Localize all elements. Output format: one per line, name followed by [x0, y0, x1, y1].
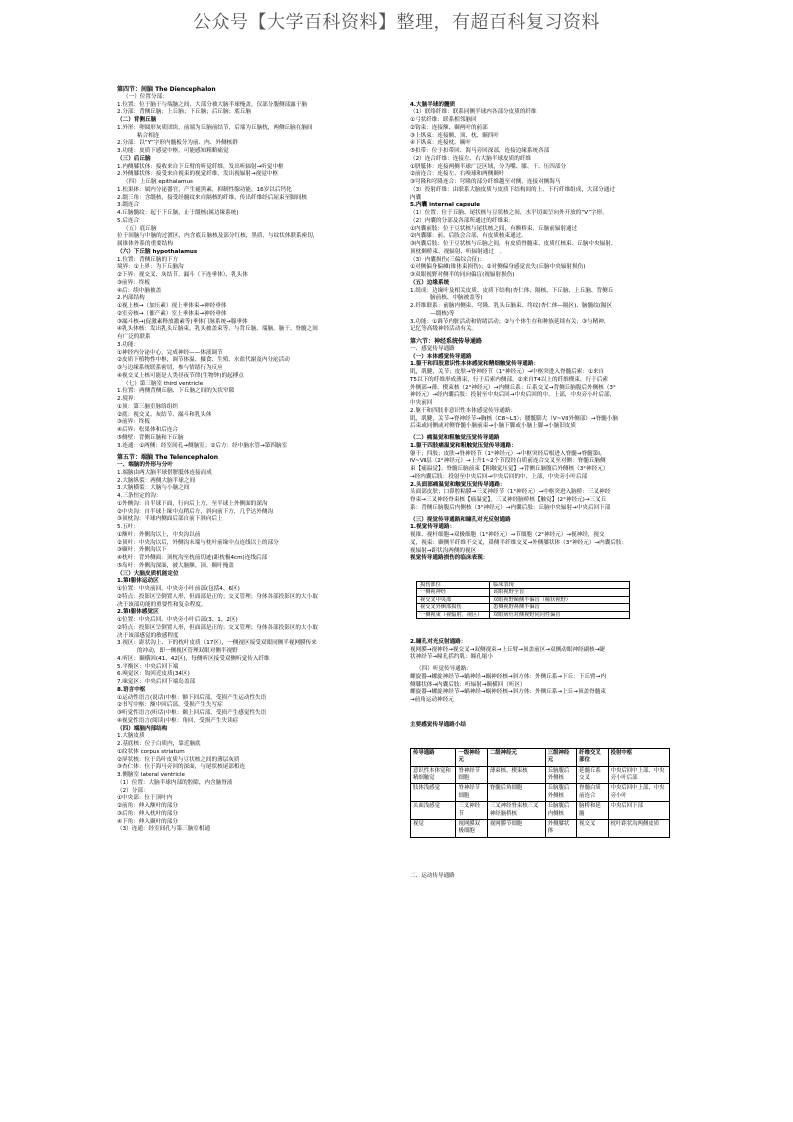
table-cell: 薄束核、楔束核 [487, 766, 545, 784]
section-heading: 二、运动传导通路 [410, 872, 455, 879]
text-line: 头面部皮肤；口鼻腔粘膜→三叉神经节（1°神经元）→中枢突进入脑桥：三叉神经 [410, 489, 611, 496]
text-line: ②钩束：连接额、颞两叶的前部 [410, 124, 488, 131]
text-line: 5.平衡区：中央后回下端 [117, 663, 179, 670]
subsection-heading: （四）端脑内部结构 [117, 725, 168, 732]
text-line: ②特点：投影区呈倒置人形，但面部是正的；交叉管理；身体各部投影区的大小取 [117, 624, 318, 631]
text-line: ②中央沟：自半球上缘中点稍后方，斜向前下方，几乎达外侧沟 [117, 508, 274, 515]
table-cell: 视交叉外侧部损伤 [417, 604, 490, 612]
text-line: 外侧部→薄、楔束核（2°神经元）→内侧丘系：丘系交叉→背侧丘脑腹后外侧核（3° [410, 384, 616, 391]
sensory-pathway-summary-table [410, 748, 670, 838]
text-line: 5.后连合 [117, 217, 140, 224]
text-line: （七）第三脑室 third ventricle [123, 380, 204, 387]
text-line: ④视交叉上核可能是人类昼夜节律(生物钟)的起搏点 [117, 372, 244, 379]
text-line: （一）位置分部： [123, 93, 168, 100]
text-line: ④下角：伸入颞叶的部分 [117, 818, 178, 825]
text-line: ①神经内分泌中心，完成神经——体液调节 [117, 349, 223, 356]
table-cell: 投射中枢 [608, 748, 669, 766]
section-heading: 第五节：端脑 The Telencephalon [117, 454, 219, 462]
table-row [411, 802, 670, 820]
text-line: 粘合相连 [137, 132, 160, 139]
text-line: ①内囊前肢：位于豆状核与尾状核之间，有额桥束、丘脑前辐射通过 [410, 225, 578, 232]
text-line: T5以下的纤维形成薄束，行于后索内侧部。②来自T4以上的纤维楔束，行于后索 [410, 376, 608, 383]
subsection-heading: 2.第I躯体感觉区 [117, 609, 159, 616]
text-line: （四）听觉传导通路： [416, 666, 472, 673]
subsection-heading: 1.躯干四肢痛温觉和粗触觉压觉传导通路： [410, 442, 517, 449]
text-line: 属锥体外系的重要结构 [117, 241, 173, 247]
text-line: ②内囊膝：前、后肢会合部，有皮质核束通过。 [410, 233, 527, 240]
table-cell: 损伤部位 [417, 581, 490, 589]
text-line: ⑤岛叶：外侧沟深面，被大脑额、顶、颞叶掩盖 [117, 562, 234, 569]
visual-pathway-lesion-table [416, 581, 630, 620]
text-line: ③听觉性语言(听话)中枢：颞上回后部，受损产生感觉性失语 [117, 710, 267, 716]
text-line: ②下界：视交叉、灰结节、漏斗（下连垂体）、乳头体 [117, 272, 248, 278]
table-cell: 三叉神经脊束核三叉神经脑桥核 [487, 802, 545, 820]
subsection-heading: 1.躯干和四肢意识性本体感觉和精细触觉传导通路： [410, 361, 540, 368]
text-line: ⑤侧壁：背侧丘脑和下丘脑 [117, 434, 184, 441]
text-line: 3.连通：①两侧：经室间孔→侧脑室；②后方：经中脑水管→第四脑室 [117, 442, 288, 449]
text-line: ②书写中枢：额中回后部，受损产生失写症 [117, 702, 223, 709]
table-caption: 主要感觉传导通路小结 [410, 722, 466, 729]
text-line: 内囊 [410, 194, 422, 201]
subsection-heading: （五）边缘系统 [410, 279, 450, 286]
text-line: 状神经节→瞳孔括约肌：瞳孔缩小 [410, 654, 493, 661]
table-cell: 视网膜节细胞 [487, 819, 545, 837]
text-line: ①视上核→（加压素）视上垂体束→神经垂体 [117, 303, 227, 309]
text-line: 躯干；四肢；皮肤→脊神经节（1°神经元）→中枢突经后根进入脊髓→脊髓第Ⅰ, [410, 450, 602, 457]
subsection-heading: （六）下丘脑 hypothalamus [117, 248, 198, 255]
table-row [417, 581, 630, 589]
text-line: 7.味觉区：中央后回下端岛盖部 [117, 679, 196, 685]
text-line: ①位置：中央前回、中央旁小叶前部(包括4、6区) [117, 586, 240, 592]
text-line: （3）连通：经室间孔与第三脑室相通 [117, 826, 211, 833]
text-line: ①外侧沟：自半球下面，行向后上方，至半球上外侧面的深沟 [117, 500, 268, 507]
text-line: 2.大脑纵裂：两侧大脑半球之间 [117, 477, 196, 484]
text-line: 脊束→三叉神经脊束核【痛温觉】，三叉神经脑桥核【触觉】(2°神经元)→三叉丘 [410, 497, 607, 503]
text-line: 顶枕颞桥束、视辐射、听辐射通过 。 [410, 248, 506, 255]
text-line: ③穹隆和穹隆连合：穹隆的部分纤维越至对侧，连接对侧海马 [410, 179, 561, 185]
text-line: 肌，肌腱，关节→脊神经节→胸核（C8~L3）；腰骶膨大（V~VII外侧部）→脊髓小脑 [410, 415, 618, 422]
table-row [411, 748, 670, 766]
table-cell: 传导通路 [411, 748, 456, 766]
text-line: （1）位置：位于丘脑、尾状核与豆状核之间，水平切面呈向外开放的“V”字形。 [410, 210, 608, 216]
table-cell: 视觉 [411, 819, 456, 837]
table-cell: 丘脑腹后内侧核 [545, 802, 576, 820]
text-line: 视网膜→视神经→视交叉→双侧视束→上丘臂→顶盖前区→双侧动眼神经副核→睫 [410, 646, 606, 653]
table-cell: 患侧视野鼻侧半偏盲 [490, 604, 630, 612]
table-row [411, 784, 670, 802]
text-line: ③杏仁体：位于海马旁回的深面，与尾状核尾部相连 [117, 764, 246, 771]
table-cell: 视网膜双极细胞 [456, 819, 487, 837]
text-line: 3.视区：距状沟上、下的枕叶皮质（17区），一侧视区接受双眼同侧半视网膜传来 [117, 640, 317, 647]
right-column-text-bottom [410, 639, 686, 705]
table-cell: 脑桥和延髓 [577, 802, 608, 820]
text-line: ④后界：松果体和后连合 [117, 427, 178, 433]
subsection-heading: 2.头面部痛温觉和触觉压觉传导通路： [410, 481, 506, 488]
text-line: （3）内囊损伤(三偏综合征)： [410, 256, 486, 263]
text-line: 1.外形：卵圆形灰质团块，前端为丘脑前结节，后端为丘脑枕，两侧丘脑在脑间 [117, 124, 313, 131]
text-line: 中央前回 [410, 400, 433, 406]
text-line: ③前界：终板 [117, 279, 150, 286]
table-cell: 中央后回中上部、中央旁小叶 [608, 784, 669, 802]
table-cell: 头面浅感觉 [411, 802, 456, 820]
table-cell: 外侧膝状体 [545, 819, 576, 837]
table-cell: 三叉神经节 [456, 802, 487, 820]
text-line: ③与边缘系统联系密切，参与情绪行为反应 [117, 365, 223, 371]
text-line: （四）上丘脑 epithalamus [123, 179, 193, 185]
text-line: 1.大脑皮质 [117, 733, 145, 740]
text-line: （2）内囊的分部及各部所通过的纤维束： [410, 217, 515, 224]
text-line: 束【痛温觉】；脊髓丘脑前束【粗触觉压觉】→背侧丘脑腹后外侧核（3°神经元） [410, 466, 609, 472]
text-line: 后束或同侧或对侧脊髓小脑前束→小脑下脚或小脑上脚→小脑旧皮质 [410, 423, 576, 430]
text-line: 6.嗅觉区：钩回近皮质(34区) [117, 671, 190, 678]
text-line: ①纹状体 corpus striatum [117, 748, 185, 755]
subsection-heading: （二）痛温觉和粗触觉压觉传导通路 [410, 435, 500, 441]
subsection-heading: （二）背侧丘脑 [117, 117, 157, 123]
subsection-heading: （三）后丘脑 [117, 155, 151, 162]
right-column [410, 86, 686, 888]
text-line: ③上纵束：连接额、顶、枕、颞四叶 [410, 132, 499, 139]
text-line: 境界：①上界：为下丘脑沟 [117, 264, 184, 271]
text-line: 决于该部功能的重要性和复杂程度。 [117, 601, 207, 608]
text-line: 1.位置：两侧背侧丘脑、下丘脑之间的矢状窄隙 [117, 388, 235, 395]
text-line: 叉，视束：颞侧半纤维不交叉，鼻侧半纤维交叉→外侧膝状体（3°神经元）→内囊后肢： [410, 539, 628, 546]
text-line: 2.分部：背侧丘脑；上丘脑；下丘脑；后丘脑；底丘脑 [117, 109, 251, 116]
text-line: 有广泛的联系 [117, 334, 151, 340]
subsection-heading: 4.大脑半球的髓质 [410, 101, 456, 108]
subsection-heading: 1.第I躯体运动区 [117, 578, 159, 585]
table-cell: 脊髓白质前连合 [577, 784, 608, 802]
subsection-heading: （三）视觉传导通路和瞳孔对光反射通路 [410, 516, 511, 523]
table-row [417, 611, 630, 619]
text-line: ①弓状纤维：联系相邻脑回 [410, 117, 477, 123]
section-heading: 第六节：神经系统传导通路 [410, 338, 483, 345]
text-line: 1.位置：背侧丘脑的下方 [117, 256, 179, 263]
table-cell: 肢体浅感觉 [411, 784, 456, 802]
text-line: 4.丘脑髓纹：起于下丘脑，止于缰核(属边缘系统) [117, 210, 239, 216]
subsection-heading: 视觉传导通路损伤的临床表现： [410, 555, 489, 562]
table-cell: 枕叶距状沟两侧皮质 [608, 819, 669, 837]
text-line: ③顶枕沟：半球内侧面后部自前下斜向后上 [117, 516, 223, 523]
text-line: 记忆等高级神经活动有关。 [410, 326, 478, 333]
text-line: ①胼胝体：连接两侧半球广泛区域，分为嘴、膝、干、压四部分 [410, 163, 567, 170]
text-line: ③前界：终板 [117, 419, 150, 426]
table-row [411, 766, 670, 784]
text-line: 螺旋器→螺旋神经节→蜗神经→蜗神经核→斜方体：外侧丘系→上丘→顶盖脊髓束 [410, 689, 606, 696]
text-line: →经内囊后肢：投射至中央后回→中央后回的中、上部，中央旁小叶后部 [410, 473, 588, 480]
table-row [411, 819, 670, 837]
text-line: 的冲动，即一侧视区管理双眼对侧半视野 [137, 648, 238, 654]
table-cell: 中央后回中上部、中央旁小叶后部 [608, 766, 669, 784]
text-line: 2.躯干和四肢非意识性本体感觉传导通路： [410, 407, 517, 414]
text-line: （五）底丘脑 [123, 225, 157, 232]
subsection-heading: （一）本体感觉传导通路 [410, 353, 472, 360]
table-cell: 视交叉中央部 [417, 596, 490, 604]
table-cell: 脊神经节细胞 [456, 784, 487, 802]
subsection-heading: 8.语言中枢 [117, 686, 146, 693]
text-line: ①顶：第三脑室脉络组织 [117, 403, 178, 410]
text-line: ③双眼视野对侧半的同向偏盲(视辐射损伤) [410, 272, 515, 278]
text-line: ①位置：中央后回、中央旁小叶后部(3、1、2区) [117, 617, 238, 623]
text-line: ④乳头体核：发出乳头丘脑束，乳头被盖束等，与背丘脑、端脑、脑干、脊髓之间 [117, 326, 318, 333]
text-line: 1.松果体：属内分泌器官，产生褪黑素，抑制性腺功能，16岁以后钙化 [117, 186, 292, 193]
table-cell: 丘脑腹后外侧核 [545, 766, 576, 784]
text-line: ②前连合：连接左、右嗅球和两侧颞叶 [410, 171, 505, 178]
text-line: 3.功能： [117, 341, 140, 348]
text-line: （1）位置：大脑半球内部的腔隙，内含脑脊液 [117, 779, 233, 786]
table-row [417, 589, 630, 597]
text-line: 4.听区：颞横回(41、42区)，每侧听区接受双侧听觉传入纤维 [117, 655, 270, 662]
text-line: ①中央部：位于顶叶内 [117, 795, 173, 802]
text-line: ②前角：伸入额叶的部分 [117, 803, 178, 809]
text-line: 肌，肌腱，关节；皮肤→脊神经节（1°神经元）→中枢突进入脊髓后索：①来自 [410, 369, 605, 375]
text-line: —缰核)等 [430, 310, 455, 317]
text-line: 决于该部感觉的敏感程度 [117, 632, 179, 639]
text-line: 脑前核、中脑被盖等) [430, 295, 483, 302]
text-line: ①对侧偏身偏瘫(锥体束损伤)；②对侧偏身感觉丧失(丘脑中央辐射损伤) [410, 264, 586, 271]
text-line: （2）分部： [117, 787, 149, 794]
table-cell: 纤维交叉部位 [577, 748, 608, 766]
text-line: 1.位置：位于脑干与端脑之间，大部分被大脑半球掩盖，仅部分腹侧部露于脑 [117, 101, 307, 108]
table-cell: 视交叉 [577, 819, 608, 837]
right-column-text-top [410, 102, 686, 564]
text-line: 3.侧脑室 lateral ventricle [117, 772, 185, 778]
text-line: 2.缰三角：含缰核，接受经髓纹来自隔核的纤维，传出纤维经后屈束至脚间核 [117, 194, 307, 201]
page-banner: 公众号【大学百科资料】整理，有超百科复习资料 [193, 12, 600, 33]
text-line: 2.分部：以“Y”字形内髓板分为前、内、外侧核群 [117, 140, 238, 147]
text-line: 2.基底核：位于白质内，靠近脑底 [117, 741, 201, 747]
section-heading: 第四节：间脑 The Diencephalon [117, 86, 216, 93]
text-line: 视锥、视杆细胞→双极细胞（1°神经元）→节细胞（2°神经元）→视神经，视交 [410, 532, 605, 538]
table-cell: 临床表现 [490, 581, 630, 589]
table-cell: 一级神经元 [456, 748, 487, 766]
subsection-heading: （三）大脑皮质机能定位 [117, 570, 179, 577]
text-line: 5.五叶： [117, 524, 140, 530]
text-line: 位于间脑与中脑的过渡区，内含底丘脑核及部分红核、黑质，与纹状体联系密切， [117, 233, 319, 240]
text-line: 2.境界： [117, 396, 140, 402]
text-line: ④枕叶：背外侧面：顶枕沟至枕前切迹(距枕极4cm)连线后部 [117, 555, 268, 561]
text-line: 2.外侧膝状体：接受来自视束的视觉纤维，发出视辐射→视觉中枢 [117, 171, 279, 178]
text-line: 视辐射→距状沟两侧的视区 [410, 547, 477, 554]
table-row [417, 596, 630, 604]
table-cell: 中央后回下部 [608, 802, 669, 820]
subsection-heading: 一、端脑的外形与分叶 [117, 462, 173, 468]
table-cell: 三级神经元 [545, 748, 576, 766]
table-cell: 意识性本体觉和精细触觉 [411, 766, 456, 784]
text-line: 神经元）→经内囊后肢：投射至中央后回→中央后回的中、上部，中央旁小叶后部， [410, 392, 616, 399]
text-line: ③颞叶：外侧沟以下 [117, 547, 167, 554]
text-line: （1）联络纤维：联系同侧半球内各部分皮质的纤维 [410, 109, 537, 116]
text-line: ①额叶：外侧沟以上，中央沟以前 [117, 531, 201, 538]
text-line: ③内囊后肢：位于豆状核与丘脑之间，有皮质脊髓束、皮质红核束、丘脑中央辐射、 [410, 241, 617, 247]
table-cell: 双眼视野颞侧半偏盲（稀状视野） [490, 596, 630, 604]
text-line: 3.大脑横裂：大脑与小脑之间 [117, 485, 190, 492]
subsection-heading: 1.视觉传导通路： [410, 524, 456, 531]
table-cell: 双眼病灶对侧视野同向性偏盲 [490, 611, 630, 619]
table-cell: 二级神经元 [487, 748, 545, 766]
text-line: 2.内部结构 [117, 295, 145, 302]
text-line: （2）连合纤维：连接左、右大脑半球皮质的纤维 [410, 155, 532, 162]
table-row [417, 604, 630, 612]
text-line: ③漏斗核→(促激素释放激素等)垂体门脉系统→腺垂体 [117, 318, 248, 325]
text-line: ②屏状核：位于岛叶皮质与豆状核之间的薄层灰质 [117, 756, 240, 763]
subsection-heading: 2.瞳孔对光反射通路： [410, 638, 467, 645]
text-line: 3.功能：①调节内脏活动和情绪活动；②与个体生存和种族延续有关；③与精神、 [410, 318, 610, 325]
text-line: 3.缰连合 [117, 202, 140, 209]
text-line: 系：背侧丘脑腹后内侧核（3°神经元）→内囊后肢：丘脑中央辐射→中央后回下部 [410, 504, 611, 511]
text-line: ②底：视交叉、灰结节、漏斗和乳头体 [117, 411, 212, 418]
table-cell: 一侧视束（视辐射、视区） [417, 611, 490, 619]
text-line: 4.三条恒定的沟： [117, 493, 162, 499]
text-line: 侧膝状体→内囊后肢：听辐射→颞横回（听区） [410, 681, 526, 688]
text-line: ②皮质下植物性中枢，调节体温、摄食、生殖、水盐代谢及内分泌活动 [117, 357, 290, 364]
text-line: Ⅳ~Ⅶ层（2°神经元）→上升1~2个节段经白质前连合交叉至对侧：脊髓丘脑侧 [410, 458, 606, 465]
table-cell: 脊髓后角细胞 [487, 784, 545, 802]
text-line: 螺旋器→螺旋神经节→蜗神经→蜗神经核→斜方体：外侧丘系→下丘：下丘臂→内 [410, 673, 606, 680]
text-line: 2.纤维联系：前脑内侧束、穹隆、乳头丘脑束、终纹(杏仁体—隔区)、脑髓纹(隔区 [410, 303, 613, 309]
text-line: 1.组成：边缘叶及相关皮质、皮质下结构(杏仁体、隔核、下丘脑、上丘脑、背侧丘 [410, 287, 614, 294]
table-cell: 该眼视野全盲 [490, 589, 630, 597]
text-line: （3）投射纤维：由联系大脑皮质与皮质下结构间的上、下行纤维组成，大部分通过 [410, 186, 615, 193]
table-cell: 丘脑腹后外侧核 [545, 784, 576, 802]
text-line: ②顶叶：中央沟以后，外侧沟末端与枕叶前缘中点连线以上的部分 [117, 539, 279, 546]
text-line: 1.内侧膝状体：接收来自下丘臂的听觉纤维，发出听辐射→听觉中枢 [117, 163, 284, 170]
table-cell: 一侧视神经 [417, 589, 490, 597]
text-line: ⑤扣带：位于扣带回、海马旁回深部，连接边缘系统各部 [410, 148, 550, 154]
subsection-heading: 5.内囊 internal capsule [410, 202, 481, 209]
text-line: ④后：续中脑被盖 [117, 287, 162, 294]
left-column [117, 86, 397, 834]
text-line: ②特点：投影区呈倒置人形，但面部是正的；交叉管理；身体各部投影区的大小取 [117, 593, 318, 600]
text-line: 一、感觉传导通路 [410, 345, 455, 352]
text-line: ①运动性语言(说话)中枢：额下回后部，受损产生运动性失语 [117, 694, 267, 701]
table-cell: 脊神经节细胞 [456, 766, 487, 784]
text-line: ④下纵束：连接枕、颞叶 [410, 140, 471, 147]
text-line: ②室旁核→（催产素）室上垂体束→神经垂体 [117, 310, 227, 317]
text-line: 3.功能：皮质下感觉中枢，可能感知粗略痛觉 [117, 148, 229, 154]
text-line: ④视觉性语言(阅读)中枢：角回，受损产生失读症 [117, 717, 239, 724]
text-line: 1.端脑由两大脑半球借胼胝体连接而成 [117, 469, 212, 476]
text-line: →前角运动神经元 [410, 697, 454, 704]
text-line: ③后角：伸入枕叶的部分 [117, 810, 178, 817]
table-cell: 延髓丘系交叉 [577, 766, 608, 784]
